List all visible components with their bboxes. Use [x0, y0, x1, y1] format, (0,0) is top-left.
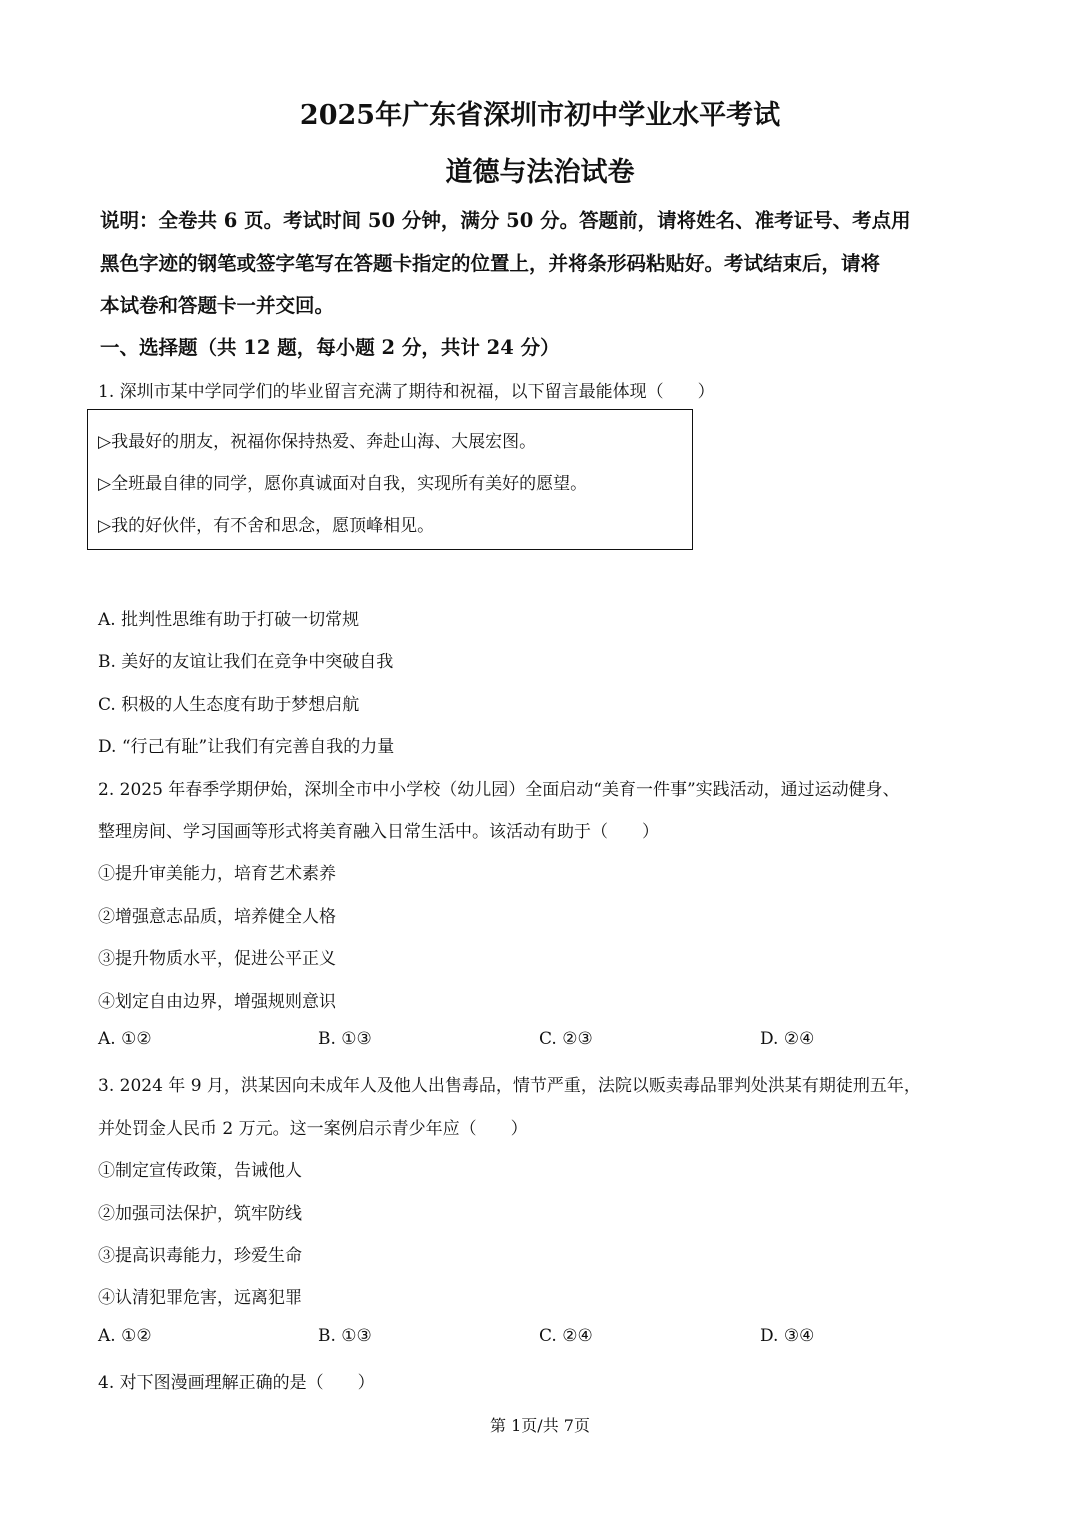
- section-heading: 一、选择题（共 12 题，每小题 2 分，共计 24 分）: [100, 336, 560, 359]
- quote-line: ▷我最好的朋友，祝福你保持热爱、奔赴山海、大展宏图。: [98, 432, 537, 452]
- question-3-stem: 并处罚金人民币 2 万元。这一案例启示青少年应（ ）: [98, 1119, 528, 1139]
- question-1-option-b: B. 美好的友谊让我们在竞争中突破自我: [98, 652, 394, 672]
- question-2-choice-d: D. ②④: [760, 1029, 815, 1049]
- question-2-item: ④划定自由边界，增强规则意识: [98, 992, 336, 1012]
- question-2-item: ①提升审美能力，培育艺术素养: [98, 864, 336, 884]
- instructions-line: 本试卷和答题卡一并交回。: [100, 294, 335, 317]
- question-1-option-d: D. “行己有耻”让我们有完善自我的力量: [98, 737, 395, 757]
- question-3-item: ①制定宣传政策，告诫他人: [98, 1161, 302, 1181]
- question-3-choice-c: C. ②④: [539, 1326, 593, 1346]
- quote-line: ▷我的好伙伴，有不舍和思念，愿顶峰相见。: [98, 516, 435, 536]
- instructions-line: 说明：全卷共 6 页。考试时间 50 分钟，满分 50 分。答题前，请将姓名、准考证号、考点用: [100, 209, 911, 232]
- question-2-stem: 2. 2025 年春季学期伊始，深圳全市中小学校（幼儿园）全面启动“美育一件事”实践活动，通过运动健身、: [98, 780, 900, 800]
- quote-line: ▷全班最自律的同学，愿你真诚面对自我，实现所有美好的愿望。: [98, 474, 588, 494]
- question-3-choice-a: A. ①②: [98, 1326, 152, 1346]
- question-1-option-a: A. 批判性思维有助于打破一切常规: [98, 610, 360, 630]
- question-3-stem: 3. 2024 年 9 月，洪某因向未成年人及他人出售毒品，情节严重，法院以贩卖毒品罪判处洪某有期徒刑五年，: [98, 1076, 921, 1096]
- question-2-choice-c: C. ②③: [539, 1029, 593, 1049]
- instructions-line: 黑色字迹的钢笔或签字笔写在答题卡指定的位置上，并将条形码粘贴好。考试结束后，请将: [100, 252, 881, 275]
- question-2-item: ③提升物质水平，促进公平正义: [98, 949, 336, 969]
- question-3-item: ③提高识毒能力，珍爱生命: [98, 1246, 302, 1266]
- question-2-choice-a: A. ①②: [98, 1029, 152, 1049]
- page-footer: 第 1页/共 7页: [490, 1416, 590, 1435]
- question-3-item: ④认清犯罪危害，远离犯罪: [98, 1288, 302, 1308]
- question-2-item: ②增强意志品质，培养健全人格: [98, 907, 336, 927]
- question-1-option-c: C. 积极的人生态度有助于梦想启航: [98, 695, 360, 715]
- exam-subtitle: 道德与法治试卷: [445, 157, 635, 188]
- question-1-stem: 1. 深圳市某中学同学们的毕业留言充满了期待和祝福，以下留言最能体现（ ）: [98, 382, 715, 402]
- exam-title: 2025年广东省深圳市初中学业水平考试: [299, 100, 781, 131]
- question-3-choice-d: D. ③④: [760, 1326, 815, 1346]
- question-2-choice-b: B. ①③: [318, 1029, 372, 1049]
- question-4-stem: 4. 对下图漫画理解正确的是（ ）: [98, 1373, 375, 1393]
- question-2-stem: 整理房间、学习国画等形式将美育融入日常生活中。该活动有助于（ ）: [98, 822, 659, 842]
- question-3-choice-b: B. ①③: [318, 1326, 372, 1346]
- question-3-item: ②加强司法保护，筑牢防线: [98, 1204, 302, 1224]
